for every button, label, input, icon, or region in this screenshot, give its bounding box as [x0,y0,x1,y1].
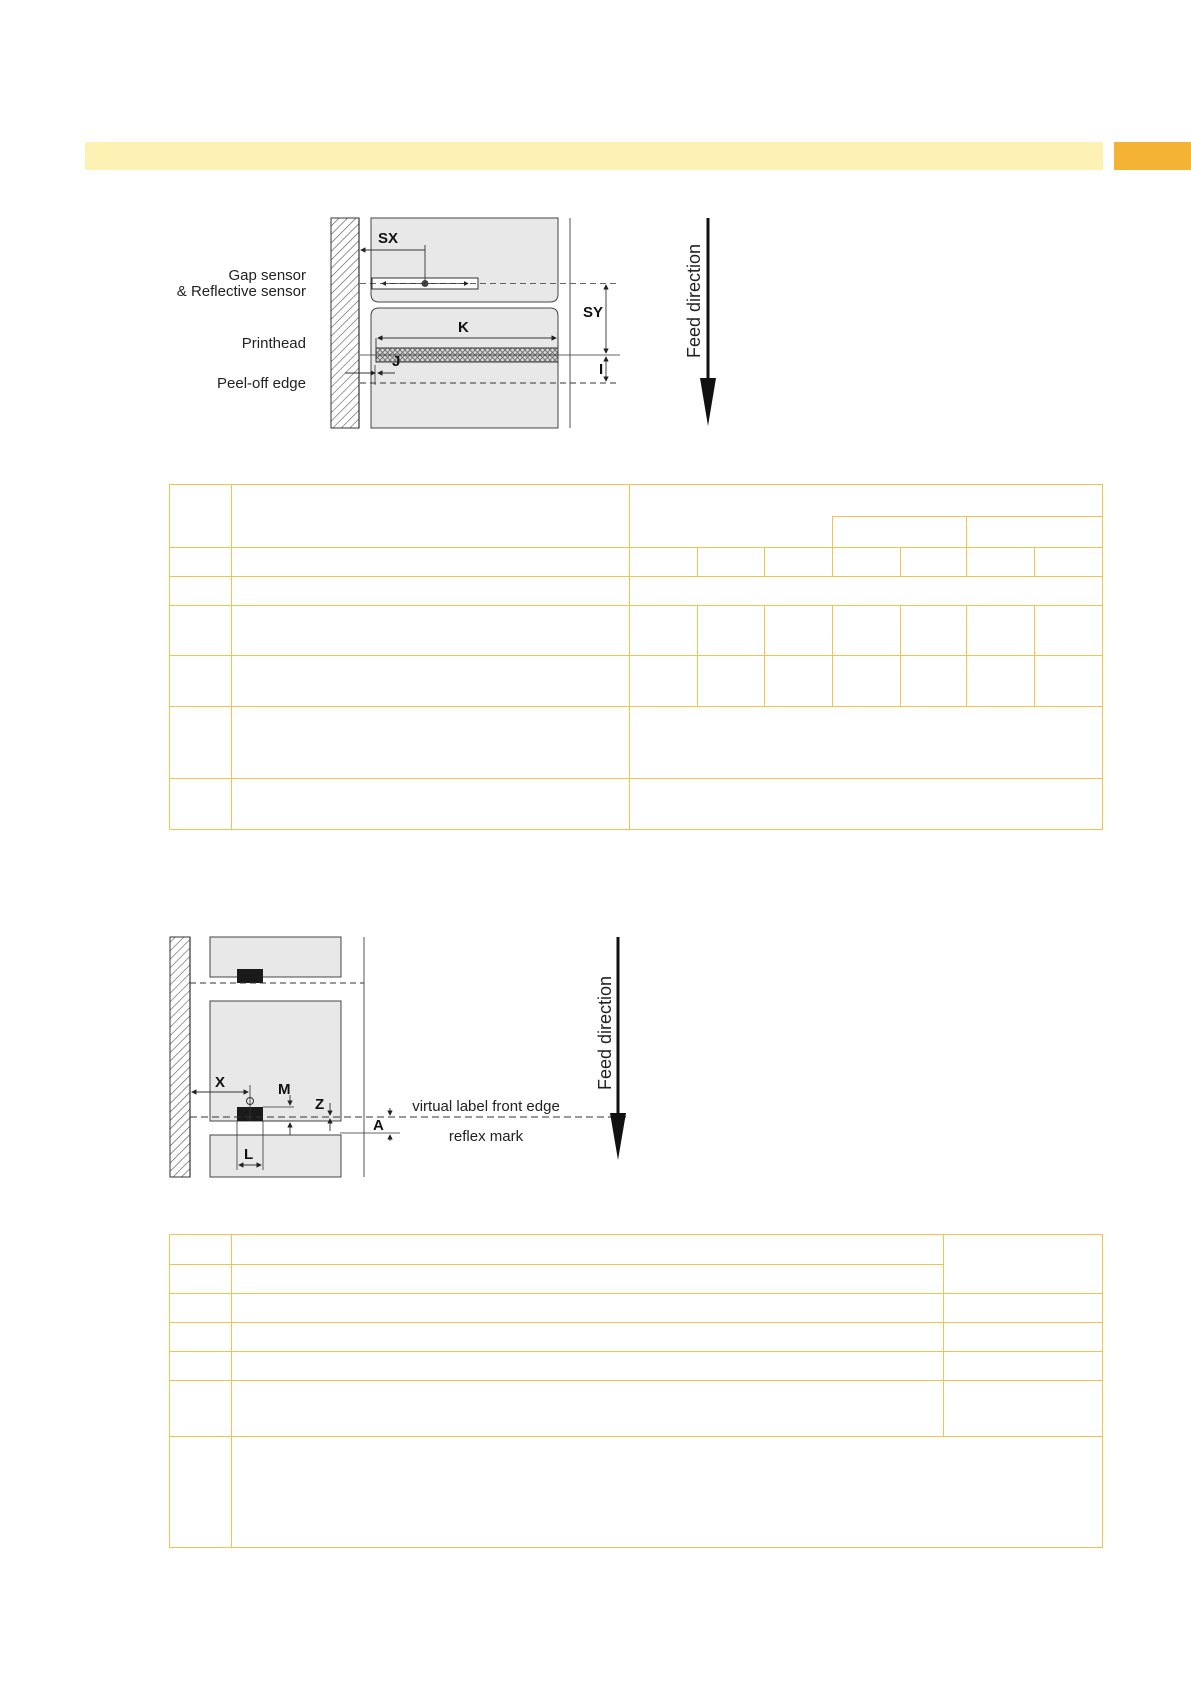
table-cell [170,485,232,548]
table-cell [944,1294,1103,1323]
table-cell [232,779,630,830]
table-cell [630,577,1103,606]
feed-arrow-head-icon [610,1113,626,1160]
label-feed-direction: Feed direction [595,975,615,1090]
table-cell [698,656,765,707]
table-cell [170,1235,232,1265]
gap-sensor-diagram [160,210,720,435]
table-cell [232,548,630,577]
reflex-mark-upper [237,969,263,983]
table-cell [170,1294,232,1323]
frame-hatching [331,218,359,428]
frame-hatching [170,937,190,1177]
table-cell [630,517,833,548]
label-reflective-sensor: & Reflective sensor [176,283,306,300]
table-cell [901,656,967,707]
table-cell [630,656,698,707]
table-cell [232,656,630,707]
table-cell [232,1235,944,1265]
table-cell [170,606,232,656]
reflex-mark-diagram [160,935,640,1180]
table-cell [630,707,1103,779]
table-cell [170,1381,232,1437]
table-cell [232,1323,944,1352]
label-lower [210,1135,341,1177]
table-cell [901,548,967,577]
table-cell [630,485,1103,517]
table-cell [1035,656,1103,707]
table-cell [944,1323,1103,1352]
dim-z: Z [315,1096,325,1113]
table-cell [833,606,901,656]
table-cell [833,548,901,577]
table-cell [232,1437,1103,1548]
table-cell [232,1265,944,1294]
table-cell [232,485,630,548]
reflex-mark-spec-table [169,1234,1103,1548]
table-cell [967,548,1035,577]
table-cell [232,1352,944,1381]
dim-sy: SY [583,304,604,321]
gap-sensor-spec-table [169,484,1103,830]
label-virtual-label-front-edge: virtual label front edge [412,1098,560,1115]
table-cell [944,1352,1103,1381]
table-cell [765,606,833,656]
dim-a: A [373,1117,384,1134]
table-cell [967,606,1035,656]
table-cell [170,577,232,606]
table-cell [833,517,967,548]
label-feed-direction: Feed direction [684,243,704,358]
table-cell [170,1323,232,1352]
dim-sx: SX [378,230,399,247]
feed-arrow-head-icon [700,378,716,426]
table-cell [630,606,698,656]
table-cell [967,656,1035,707]
table-cell [833,656,901,707]
table-cell [170,779,232,830]
dim-k: K [458,319,469,336]
table-cell [765,656,833,707]
table-cell [170,1437,232,1548]
label-upper [210,937,341,977]
table-cell [630,548,698,577]
table-cell [232,1381,944,1437]
dim-x: X [215,1074,226,1091]
table-cell [630,779,1103,830]
table-cell [698,606,765,656]
table-cell [944,1235,1103,1294]
label-printhead: Printhead [241,335,306,352]
dim-i: I [599,361,604,378]
table-cell [170,548,232,577]
table-cell [170,707,232,779]
section-header-band [85,142,1103,170]
label-peel-off-edge: Peel-off edge [217,375,306,392]
table-cell [232,707,630,779]
table-cell [170,1352,232,1381]
table-cell [1035,606,1103,656]
table-cell [232,1294,944,1323]
table-cell [901,606,967,656]
label-reflex-mark: reflex mark [448,1128,524,1145]
table-cell [232,577,630,606]
table-cell [170,656,232,707]
table-cell [765,548,833,577]
table-cell [232,606,630,656]
table-cell [944,1381,1103,1437]
table-cell [698,548,765,577]
table-cell [967,517,1103,548]
table-cell [170,1265,232,1294]
table-cell [1035,548,1103,577]
dim-m: M [278,1081,291,1098]
dim-j: J [392,353,401,370]
dim-l: L [244,1146,254,1163]
label-gap-sensor: Gap sensor [228,267,306,284]
chapter-tab [1114,142,1191,170]
